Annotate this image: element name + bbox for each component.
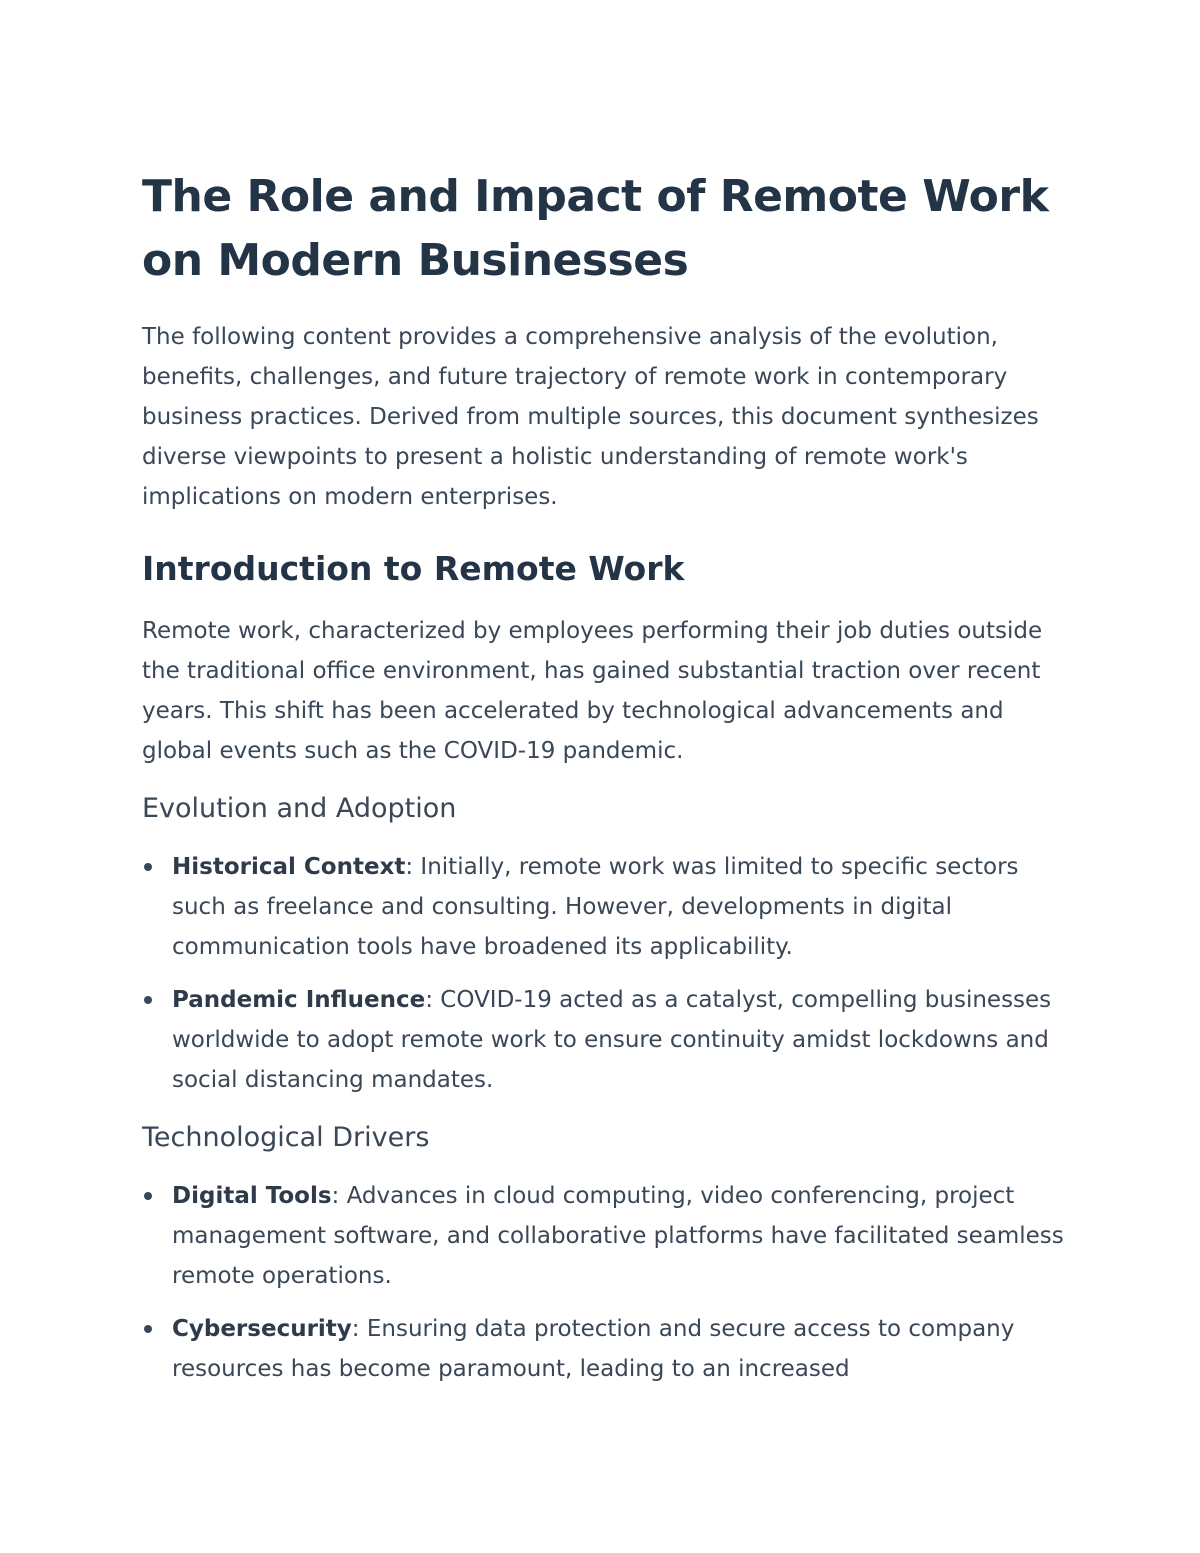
list-item-text: : COVID-19 acted as a catalyst, compelling businesses worldwide to adopt remote work to ensure continuity amidst lockdowns and social distancing mandates.	[172, 987, 1052, 1093]
list-item-term: Pandemic Influence	[172, 987, 426, 1013]
subsection-heading-evolution: Evolution and Adoption	[142, 793, 457, 824]
document-title: The Role and Impact of Remote Work on Modern Businesses	[142, 171, 1049, 286]
list-item-text: : Initially, remote work was limited to specific sectors such as freelance and consulting. However, developments in digital communication tools have broadened its applicability.	[172, 854, 1019, 960]
subsection-heading-technological: Technological Drivers	[142, 1122, 430, 1153]
list-item	[142, 847, 1072, 967]
list-item-text: : Advances in cloud computing, video conferencing, project management software, and collaborative platforms have facilitated seamless remote operations.	[172, 1183, 1064, 1289]
bullet-icon	[144, 1325, 152, 1333]
bullet-icon	[144, 863, 152, 871]
intro-paragraph: The following content provides a comprehensive analysis of the evolution, benefits, challenges, and future trajectory of remote work in contemporary business practices. Derived from multiple sources, this document synthesizes diverse viewpoints to present a holistic understanding of remote work's implications on modern enterprises.	[142, 324, 1039, 510]
bullet-list-technological	[142, 1176, 1072, 1389]
list-item	[142, 1309, 1072, 1389]
bullet-icon	[144, 996, 152, 1004]
bullet-icon	[144, 1192, 152, 1200]
section-paragraph-introduction: Remote work, characterized by employees performing their job duties outside the traditional office environment, has gained substantial traction over recent years. This shift has been accelerated by technological advancements and global events such as the COVID-19 pandemic.	[142, 618, 1043, 764]
list-item-text: : Ensuring data protection and secure access to company resources has become paramount, leading to an increased	[172, 1316, 1015, 1382]
document-page	[142, 165, 1072, 1402]
list-item	[142, 1176, 1072, 1296]
list-item-term: Digital Tools	[172, 1183, 332, 1209]
section-heading-introduction: Introduction to Remote Work	[142, 549, 685, 588]
list-item-term: Historical Context	[172, 854, 406, 880]
bullet-list-evolution	[142, 847, 1072, 1100]
list-item	[142, 980, 1072, 1100]
list-item-term: Cybersecurity	[172, 1316, 352, 1342]
